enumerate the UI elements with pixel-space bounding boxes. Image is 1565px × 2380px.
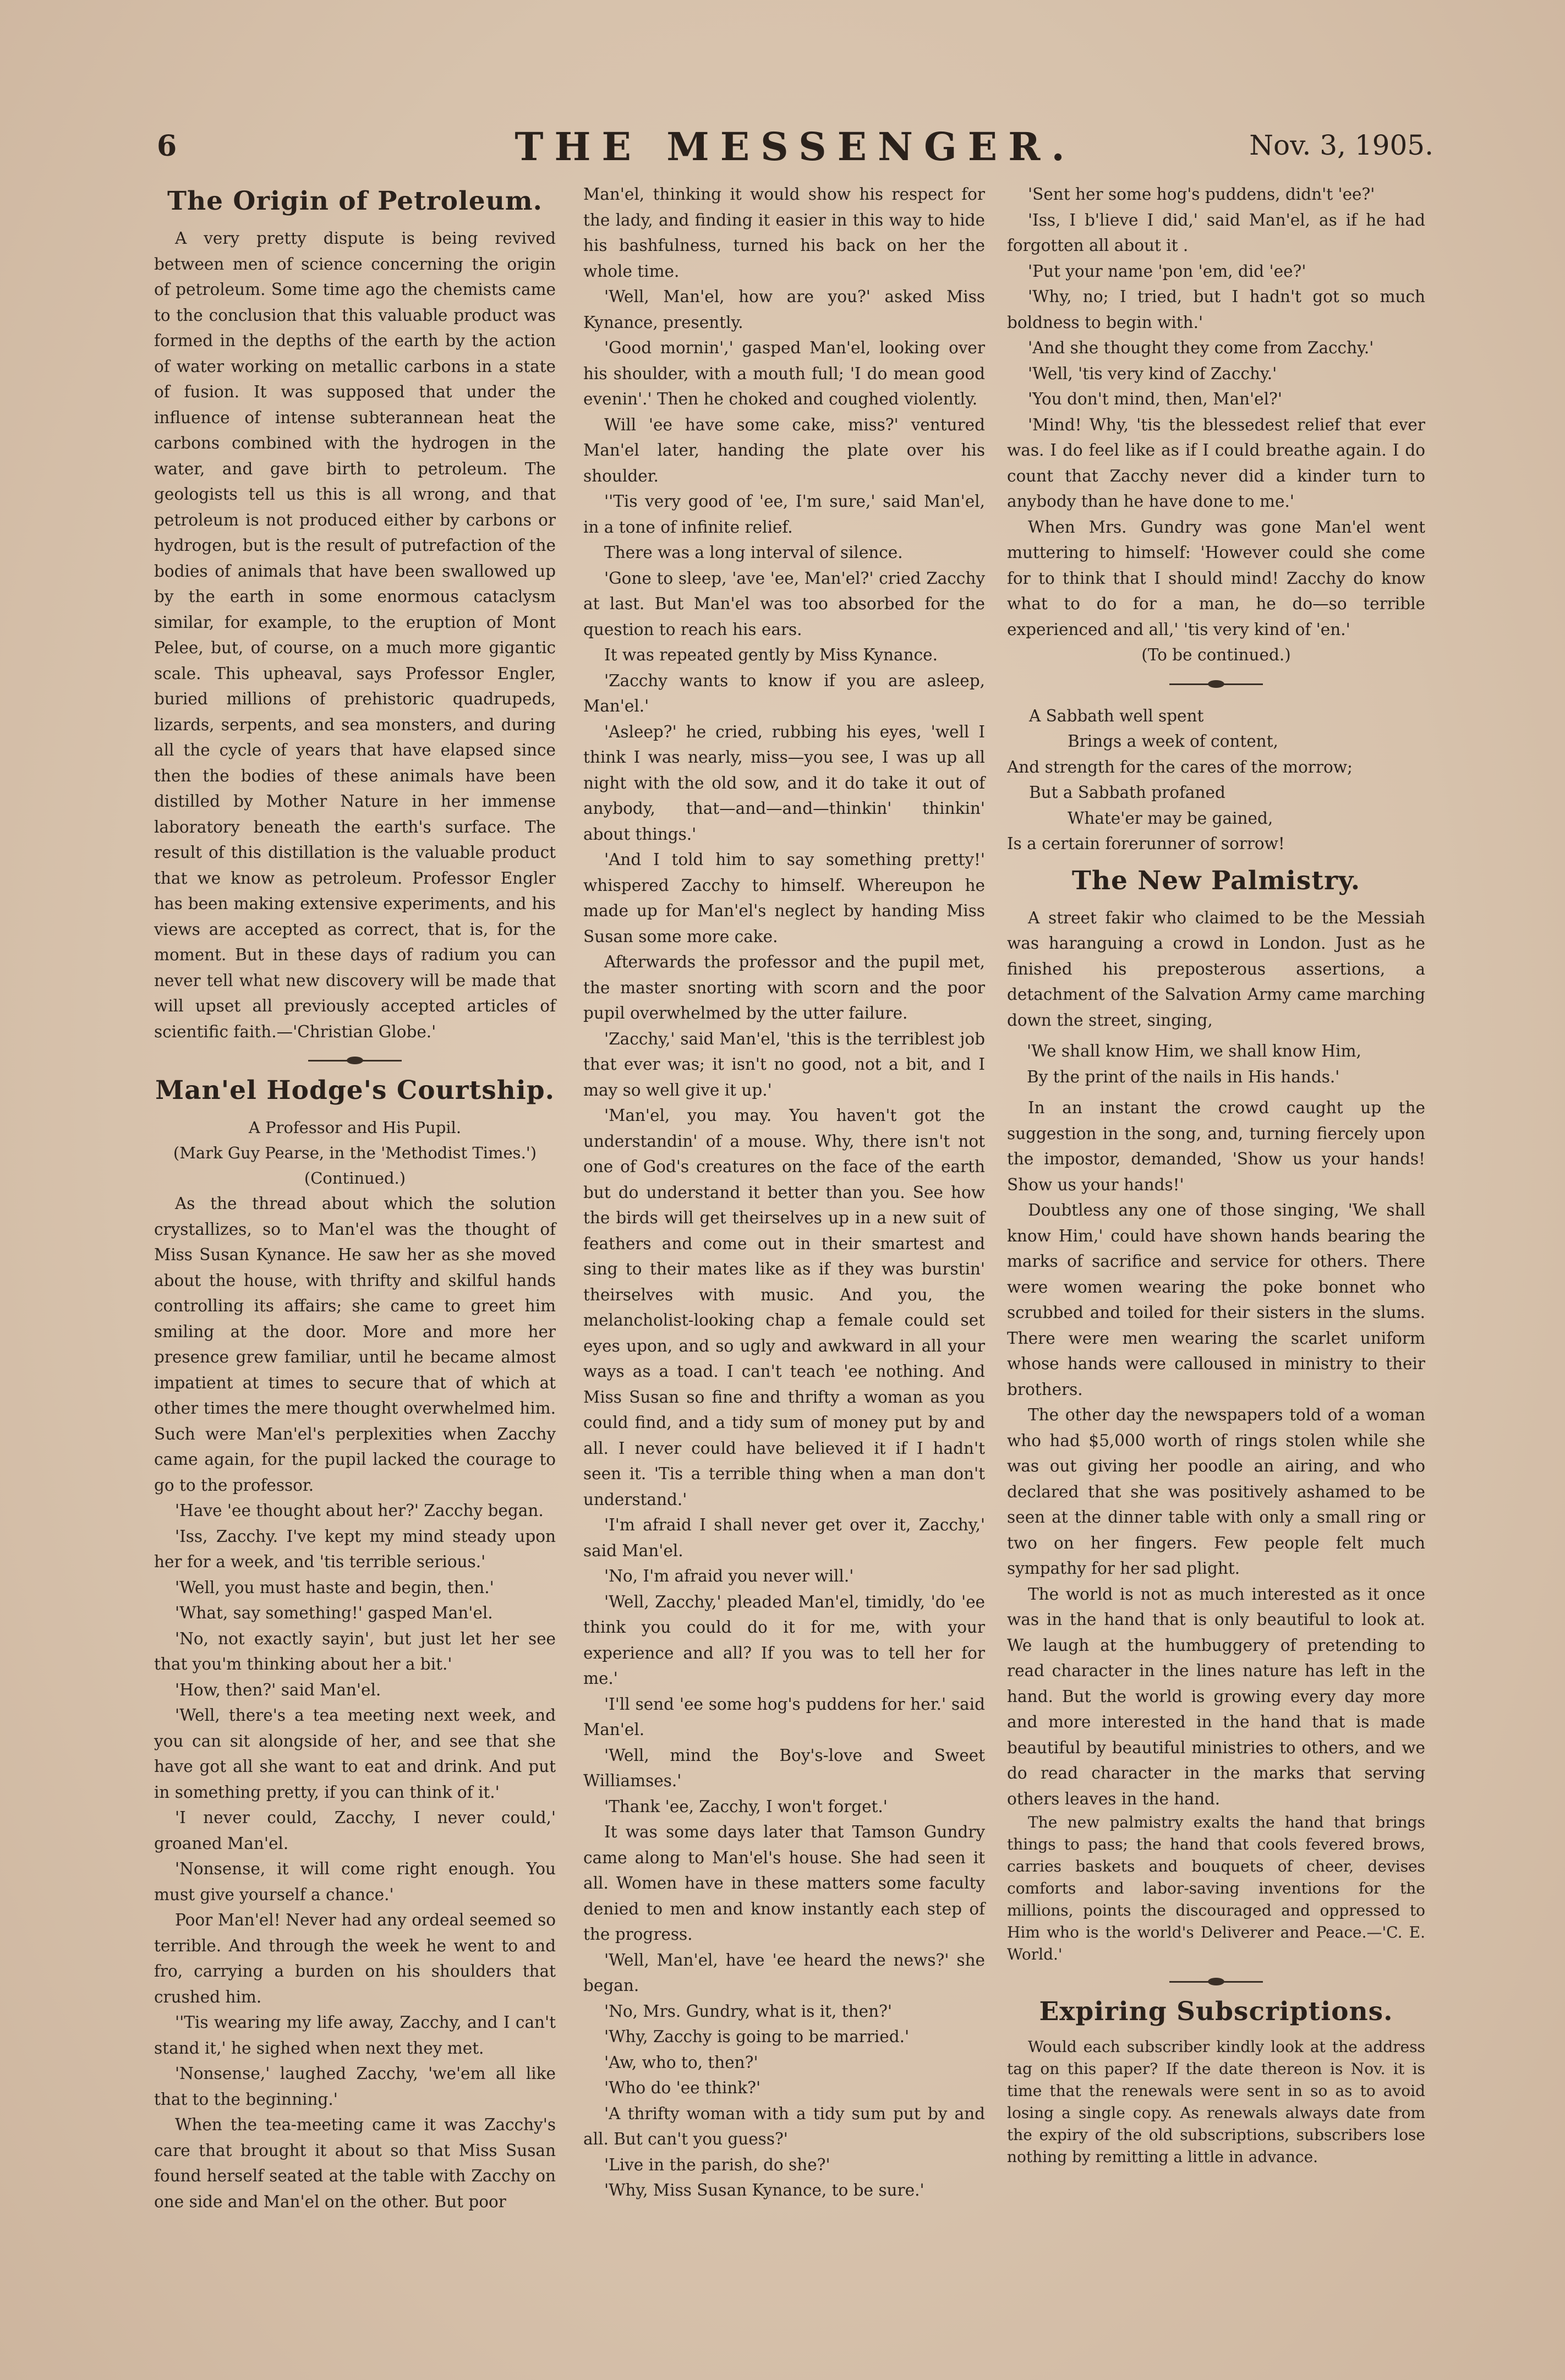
poem-line: But a Sabbath profaned xyxy=(1029,783,1225,802)
section-divider xyxy=(308,1052,402,1069)
song-line: 'We shall know Him, we shall know Him, xyxy=(1027,1042,1361,1060)
story-paragraph: 'I'm afraid I shall never get over it, Zacchy,' said Man'el. xyxy=(583,1515,985,1560)
courtship-subtitle: A Professor and His Pupil. xyxy=(248,1118,462,1137)
story-paragraph: 'Have 'ee thought about her?' Zacchy began. xyxy=(175,1501,544,1520)
story-paragraph: 'Live in the parish, do she?' xyxy=(604,2155,830,2174)
story-paragraph: 'Why, Miss Susan Kynance, to be sure.' xyxy=(604,2181,924,2200)
story-paragraph: When the tea-meeting came it was Zacchy's care that brought it about so that Miss Susan found herself seated at the table with Zacchy on one side and Man'el on the other. But poor xyxy=(154,2115,556,2211)
story-paragraph: 'And she thought they come from Zacchy.' xyxy=(1028,338,1374,357)
story-paragraph: ''Tis wearing my life away, Zacchy, and I can't stand it,' he sighed when next they met. xyxy=(154,2013,556,2058)
story-paragraph: 'Well, there's a tea meeting next week, and you can sit alongside of her, and see that she have got all she want to eat and drink. And put in something pretty, if you can think of it.' xyxy=(154,1706,556,1802)
story-paragraph: 'Iss, Zacchy. I've kept my mind steady upon her for a week, and 'tis terrible serious.' xyxy=(154,1527,556,1571)
story-paragraph: Poor Man'el! Never had any ordeal seemed so terrible. And through the week he went to and fro, carrying a burden on his shoulders that crushed him. xyxy=(154,1911,556,2006)
issue-date: Nov. 3, 1905. xyxy=(1249,129,1433,161)
story-paragraph: 'Put your name 'pon 'em, did 'ee?' xyxy=(1028,261,1306,281)
page-header xyxy=(157,124,1433,173)
story-paragraph: 'Who do 'ee think?' xyxy=(604,2078,761,2097)
story-paragraph: 'Well, 'tis very kind of Zacchy.' xyxy=(1028,364,1277,383)
courtship-title: Man'el Hodge's Courtship. xyxy=(155,1075,555,1106)
story-paragraph: It was some days later that Tamson Gundry came along to Man'el's house. She had seen it all. Women have in these matters some faculty denied to men and know instantly each step of the progress. xyxy=(583,1823,985,1944)
story-paragraph: 'Why, no; I tried, but I hadn't got so much boldness to begin with.' xyxy=(1007,287,1425,332)
story-paragraph: 'Good mornin',' gasped Man'el, looking over his shoulder, with a mouth full; 'I do mean good evenin'.' Then he choked and coughed violently. xyxy=(583,338,985,408)
column-2 xyxy=(583,182,985,2203)
story-paragraph: 'Well, Zacchy,' pleaded Man'el, timidly, 'do 'ee think you could do it for me, with your experience and all? If you was to tell her for me.' xyxy=(583,1592,985,1688)
story-paragraph: 'Man'el, you may. You haven't got the understandin' of a mouse. Why, there isn't not one of God's creatures on the face of the earth but do understand it better than you. See how the birds will get theirselves up in a new suit of feathers and come out in their smartest and sing to their mates like as if they was burstin' theirselves with music. And you, the melancholist-looking chap a female could set eyes upon, and so ugly and awkward in all your ways as a toad. I can't teach 'ee nothing. And Miss Susan so fine and thrifty a woman as you could find, and a tidy sum of money put by and all. I never could have believed it if I hadn't seen it. 'Tis a terrible thing when a man don't understand.' xyxy=(583,1106,985,1509)
story-paragraph: 'Well, Man'el, have 'ee heard the news?' she began. xyxy=(583,1950,985,1995)
story-paragraph: 'Nonsense,' laughed Zacchy, 'we'em all like that to the beginning.' xyxy=(154,2064,556,2109)
sabbath-poem xyxy=(1007,703,1425,857)
story-paragraph: 'Well, mind the Boy's-love and Sweet Williamses.' xyxy=(583,1746,985,1790)
story-paragraph: 'Thank 'ee, Zacchy, I won't forget.' xyxy=(604,1797,888,1816)
song-quote xyxy=(1007,1038,1425,1090)
poem-line: Whate'er may be gained, xyxy=(1068,808,1273,828)
subscriptions-text: Would each subscriber kindly look at the address tag on this paper? If the date thereon is Nov. it is time that the renewals were sent in so as to avoid losing a single copy. As renewals always date from the expiry of the old subscriptions, subscribers lose nothing by remitting a little in advance. xyxy=(1007,2038,1425,2166)
story-paragraph: Will 'ee have some cake, miss?' ventured Man'el later, handing the plate over his shoulder. xyxy=(583,415,985,485)
palmistry-paragraph: In an instant the crowd caught up the suggestion in the song, and, turning fiercely upon the impostor, demanded, 'Show us your hands! Show us your hands!' xyxy=(1007,1098,1425,1194)
story-paragraph: 'And I told him to say something pretty!' whispered Zacchy to himself. Whereupon he made up for Man'el's neglect by handing Miss Susan some more cake. xyxy=(583,850,985,946)
palmistry-paragraph: The world is not as much interested as it once was in the hand that is only beautiful to look at. We laugh at the humbuggery of pretending to read character in the lines nature has left in the hand. But the world is growing every day more and more interested in the hand that is made beautiful by beautiful ministries to others, and we do read character in the marks that serving others leaves in the hand. xyxy=(1007,1584,1425,1808)
column-3 xyxy=(1007,182,1425,2168)
story-paragraph: 'Zacchy,' said Man'el, 'this is the terriblest job that ever was; it isn't no good, not a bit, and I may so well give it up.' xyxy=(583,1029,985,1099)
story-paragraph: 'Mind! Why, 'tis the blessedest relief that ever was. I do feel like as if I could breathe again. I do count that Zacchy never did a kinder turn to anybody than he have done to me.' xyxy=(1007,415,1425,511)
story-paragraph: When Mrs. Gundry was gone Man'el went muttering to himself: 'However could she come for to think that I should mind! Zacchy do know what to do for a man, he do—so terrible experienced and all,' 'tis very kind of 'en.' xyxy=(1007,517,1425,639)
story-paragraph: Afterwards the professor and the pupil met, the master snorting with scorn and the poor pupil overwhelmed by the utter failure. xyxy=(583,953,985,1022)
courtship-continued: (Continued.) xyxy=(304,1169,406,1188)
story-paragraph: It was repeated gently by Miss Kynance. xyxy=(604,645,938,664)
to-be-continued: (To be continued.) xyxy=(1141,645,1291,664)
story-paragraph: 'No, Mrs. Gundry, what is it, then?' xyxy=(604,2001,892,2021)
story-paragraph: ''Tis very good of 'ee, I'm sure,' said Man'el, in a tone of infinite relief. xyxy=(583,492,985,537)
story-paragraph: 'A thrifty woman with a tidy sum put by and all. But can't you guess?' xyxy=(583,2104,985,2148)
petroleum-text: A very pretty dispute is being revived between men of science concerning the origin of petroleum. Some time ago the chemists came to the conclusion that this valuable product was formed in the depths of the earth by the action of water working on metallic carbons in a state of fusion. It was supposed that under the influence of intense subterannean heat the carbons combined with the hydrogen in the water, and gave birth to petroleum. The geologists tell us this is all wrong, and that petroleum is not produced either by carbons or hydrogen, but is the result of putrefaction of the bodies of animals that have been swallowed up by the earth in some enormous cataclysm similar, for example, to the eruption of Mont Pelee, but, of course, on a much more gigantic scale. This upheaval, says Professor Engler, buried millions of prehistoric quadrupeds, lizards, serpents, and sea monsters, and during all the cycle of years that have elapsed since then the bodies of these animals have been distilled by Mother Nature in her immense laboratory beneath the earth's surface. The result of this distillation is the valuable product that we know as petroleum. Professor Engler has been making extensive experiments, and his views are accepted as correct, that is, for the moment. But in these days of radium you can never tell what new discovery will be made that will upset all previously accepted articles of scientific faith.—'Christian Globe.' xyxy=(154,229,556,1041)
story-paragraph: 'Well, you must haste and begin, then.' xyxy=(175,1578,494,1597)
petroleum-title: The Origin of Petroleum. xyxy=(167,186,543,216)
masthead: THE MESSENGER. xyxy=(515,124,1076,169)
story-paragraph: 'Asleep?' he cried, rubbing his eyes, 'well I think I was nearly, miss—you see, I was up all night with the old sow, and it do take it out of anybody, that—and—and—thinkin' thinkin' about things.' xyxy=(583,722,985,844)
courtship-byline: (Mark Guy Pearse, in the 'Methodist Times.') xyxy=(173,1144,537,1162)
column-1 xyxy=(154,182,556,2214)
story-paragraph: Man'el, thinking it would show his respect for the lady, and finding it easier in this way to hide his bashfulness, turned his back on her the whole time. xyxy=(583,185,985,281)
story-paragraph: 'Aw, who to, then?' xyxy=(604,2053,758,2072)
story-paragraph: As the thread about which the solution crystallizes, so to Man'el was the thought of Miss Susan Kynance. He saw her as she moved about the house, with thrifty and skilful hands controlling its affairs; she came to greet him smiling at the door. More and more her presence grew familiar, until he became almost impatient at times to secure that of which at other times the mere thought overwhelmed him. Such were Man'el's perplexities when Zacchy came again, for the pupil lacked the courage to go to the professor. xyxy=(154,1194,556,1495)
story-paragraph: 'Gone to sleep, 'ave 'ee, Man'el?' cried Zacchy at last. But Man'el was too absorbed for the question to reach his ears. xyxy=(583,568,985,639)
palmistry-title: The New Palmistry. xyxy=(1071,865,1361,896)
poem-line: Is a certain forerunner of sorrow! xyxy=(1007,834,1285,853)
story-paragraph: 'Why, Zacchy is going to be married.' xyxy=(604,2027,910,2046)
page-number: 6 xyxy=(157,129,177,163)
song-line: By the print of the nails in His hands.' xyxy=(1027,1067,1340,1086)
palmistry-paragraph: Doubtless any one of those singing, 'We shall know Him,' could have shown hands bearing the marks of sacrifice and service for others. There were women wearing the poke bonnet who scrubbed and toiled for their sisters in the slums. There were men wearing the scarlet uniform whose hands were calloused in ministry to their brothers. xyxy=(1007,1201,1425,1399)
story-paragraph: 'No, not exactly sayin', but just let her see that you'm thinking about her a bit.' xyxy=(154,1629,556,1673)
story-paragraph: 'You don't mind, then, Man'el?' xyxy=(1028,390,1282,408)
palmistry-paragraph: The new palmistry exalts the hand that brings things to pass; the hand that cools fevered brows, carries baskets and bouquets of cheer, devises comforts and labor-saving inventions for the millions, points the discouraged and oppressed to Him who is the world's Deliverer and Peace.—'C. E. World.' xyxy=(1007,1813,1425,1963)
palmistry-intro: A street fakir who claimed to be the Messiah was haranguing a crowd in London. Just as he finished his preposterous assertions, a detachment of the Salvation Army came marching down the street, singing, xyxy=(1007,908,1425,1030)
poem-line: Brings a week of content, xyxy=(1068,732,1278,751)
story-paragraph: There was a long interval of silence. xyxy=(604,543,903,562)
story-paragraph: 'Well, Man'el, how are you?' asked Miss Kynance, presently. xyxy=(583,287,985,332)
poem-line: And strength for the cares of the morrow; xyxy=(1007,757,1353,776)
story-paragraph: 'Nonsense, it will come right enough. You must give yourself a chance.' xyxy=(154,1859,556,1904)
story-paragraph: 'I'll send 'ee some hog's puddens for her.' said Man'el. xyxy=(583,1694,985,1739)
story-paragraph: 'Iss, I b'lieve I did,' said Man'el, as if he had forgotten all about it . xyxy=(1007,210,1425,255)
poem-line: A Sabbath well spent xyxy=(1029,706,1204,725)
palmistry-paragraph: The other day the newspapers told of a woman who had $5,000 worth of rings stolen while she was out giving her poodle an airing, and who declared that she was positively ashamed to be seen at the dinner table with only a small ring or two on her fingers. Few people felt much sympathy for her sad plight. xyxy=(1007,1405,1425,1578)
story-paragraph: 'I never could, Zacchy, I never could,' groaned Man'el. xyxy=(154,1808,556,1853)
section-divider xyxy=(1169,676,1263,692)
story-paragraph: 'No, I'm afraid you never will.' xyxy=(604,1567,854,1585)
subscriptions-title: Expiring Subscriptions. xyxy=(1039,1996,1393,2027)
story-paragraph: 'Sent her some hog's puddens, didn't 'ee?' xyxy=(1028,185,1375,204)
story-paragraph: 'What, say something!' gasped Man'el. xyxy=(175,1604,493,1622)
section-divider xyxy=(1169,1973,1263,1990)
story-paragraph: 'How, then?' said Man'el. xyxy=(175,1680,381,1699)
story-paragraph: 'Zacchy wants to know if you are asleep, Man'el.' xyxy=(583,671,985,715)
